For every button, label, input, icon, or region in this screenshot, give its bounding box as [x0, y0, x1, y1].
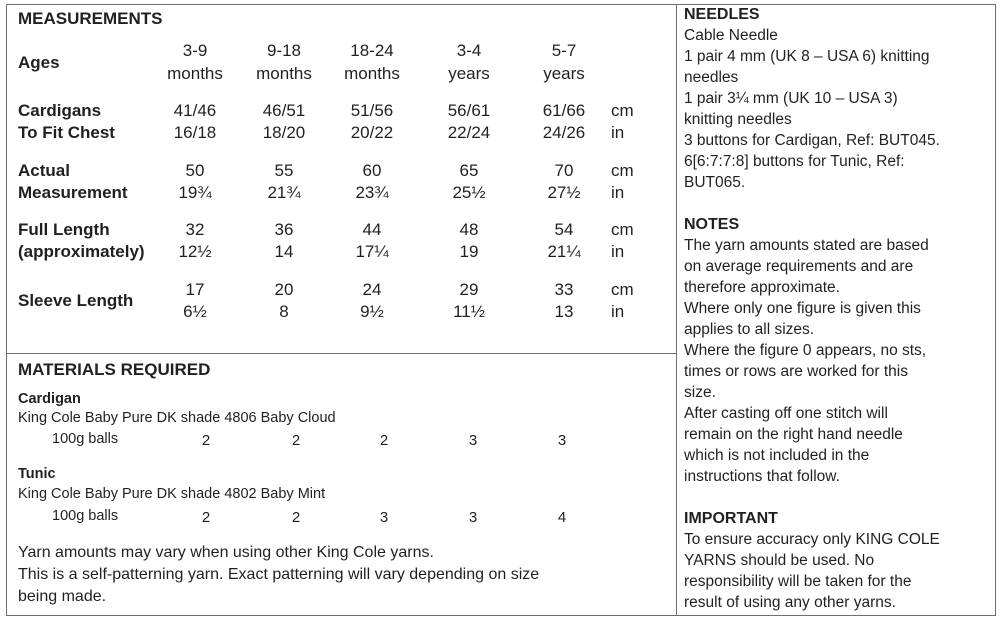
materials-title: MATERIALS REQUIRED [18, 360, 211, 379]
unit-in: in [611, 123, 625, 142]
value-in: 20/22 [350, 123, 394, 142]
needles-title: NEEDLES [684, 6, 760, 23]
value-cm: 36 [274, 220, 294, 239]
quantity-label: 100g balls [52, 508, 119, 524]
size-bottom: months [256, 64, 312, 83]
notes-line: After casting off one stitch will [684, 405, 888, 422]
value-cm: 33 [554, 280, 574, 299]
value-cm: 50 [185, 161, 205, 180]
needles-line: 6[6:7:7:8] buttons for Tunic, Ref: [684, 153, 905, 170]
row-label: Cardigans [18, 101, 102, 120]
material-name: Tunic [18, 466, 56, 482]
value-in: 22/24 [447, 123, 491, 142]
notes-title: NOTES [684, 216, 740, 233]
value-cm: 20 [274, 280, 294, 299]
quantity-value: 2 [291, 432, 301, 449]
row-label: (approximately) [18, 242, 145, 261]
value-cm: 61/66 [542, 101, 586, 120]
value-cm: 17 [185, 280, 205, 299]
yarn-note: being made. [18, 588, 107, 605]
size-bottom: years [448, 64, 490, 83]
important-line: To ensure accuracy only KING COLE [684, 531, 940, 548]
needles-line: 1 pair 3¼ mm (UK 10 – USA 3) [684, 90, 898, 107]
value-in: 17¼ [355, 242, 389, 261]
value-in: 21¼ [547, 242, 581, 261]
quantity-label: 100g balls [52, 431, 119, 447]
quantity-value: 2 [201, 432, 211, 449]
quantity-value: 3 [468, 509, 478, 526]
quantity-value: 3 [379, 509, 389, 526]
row-label: Full Length [18, 220, 110, 239]
material-yarn: King Cole Baby Pure DK shade 4802 Baby Mint [18, 486, 326, 502]
unit-in: in [611, 302, 625, 321]
value-in: 8 [279, 302, 289, 321]
notes-line: on average requirements and are [684, 258, 914, 275]
value-in: 23¾ [355, 183, 389, 202]
needles-line: Cable Needle [684, 27, 778, 44]
size-bottom: months [167, 64, 223, 83]
value-in: 16/18 [173, 123, 217, 142]
value-cm: 60 [362, 161, 382, 180]
size-bottom: years [543, 64, 585, 83]
value-in: 19¾ [178, 183, 212, 202]
size-top: 3-4 [456, 41, 482, 60]
size-bottom: months [344, 64, 400, 83]
needles-line: 1 pair 4 mm (UK 8 – USA 6) knitting [684, 48, 930, 65]
row-label: To Fit Chest [18, 123, 115, 142]
value-cm: 29 [459, 280, 479, 299]
unit-cm: cm [611, 101, 634, 120]
yarn-note: This is a self-patterning yarn. Exact patterning will vary depending on size [18, 566, 540, 583]
measurements-title: MEASUREMENTS [18, 9, 163, 28]
value-cm: 54 [554, 220, 574, 239]
unit-cm: cm [611, 280, 634, 299]
value-in: 11½ [453, 302, 485, 321]
section-divider [6, 353, 677, 354]
row-label: Sleeve Length [18, 291, 134, 310]
unit-in: in [611, 183, 625, 202]
notes-line: which is not included in the [684, 447, 870, 464]
value-cm: 70 [554, 161, 574, 180]
quantity-value: 2 [379, 432, 389, 449]
value-in: 12½ [178, 242, 212, 261]
notes-line: times or rows are worked for this [684, 363, 908, 380]
unit-cm: cm [611, 220, 634, 239]
value-cm: 48 [459, 220, 479, 239]
value-in: 9½ [360, 302, 384, 321]
notes-line: remain on the right hand needle [684, 426, 903, 443]
value-in: 19 [459, 242, 479, 261]
yarn-note: Yarn amounts may vary when using other King Cole yarns. [18, 544, 434, 561]
important-list [684, 529, 989, 613]
value-cm: 41/46 [173, 101, 217, 120]
value-in: 25½ [452, 183, 486, 202]
unit-in: in [611, 242, 625, 261]
needles-line: BUT065. [684, 174, 746, 191]
size-top: 5-7 [551, 41, 577, 60]
quantity-value: 2 [201, 509, 211, 526]
important-title: IMPORTANT [684, 510, 778, 527]
value-cm: 46/51 [262, 101, 306, 120]
value-cm: 65 [459, 161, 479, 180]
value-cm: 56/61 [447, 101, 491, 120]
value-cm: 24 [362, 280, 382, 299]
quantity-value: 2 [291, 509, 301, 526]
quantity-value: 4 [557, 509, 567, 526]
needles-line: knitting needles [684, 111, 792, 128]
ages-label: Ages [18, 53, 60, 72]
row-label: Measurement [18, 183, 128, 202]
notes-line: instructions that follow. [684, 468, 840, 485]
notes-line: Where only one figure is given this [684, 300, 921, 317]
size-top: 18-24 [350, 41, 394, 60]
notes-line: The yarn amounts stated are based [684, 237, 929, 254]
needles-line: 3 buttons for Cardigan, Ref: BUT045. [684, 132, 940, 149]
needles-list [684, 25, 989, 193]
material-yarn: King Cole Baby Pure DK shade 4806 Baby Cloud [18, 410, 336, 426]
size-top: 9-18 [266, 41, 302, 60]
row-label: Actual [18, 161, 70, 180]
value-in: 27½ [547, 183, 581, 202]
value-cm: 44 [362, 220, 382, 239]
notes-line: size. [684, 384, 716, 401]
notes-line: therefore approximate. [684, 279, 840, 296]
notes-list [684, 235, 989, 487]
size-top: 3-9 [182, 41, 208, 60]
important-line: responsibility will be taken for the [684, 573, 912, 590]
notes-line: Where the figure 0 appears, no sts, [684, 342, 927, 359]
important-line: result of using any other yarns. [684, 594, 896, 611]
important-line: YARNS should be used. No [684, 552, 875, 569]
quantity-value: 3 [468, 432, 478, 449]
value-in: 14 [274, 242, 294, 261]
material-name: Cardigan [18, 391, 81, 407]
unit-cm: cm [611, 161, 634, 180]
value-in: 21¾ [267, 183, 301, 202]
column-divider [676, 4, 677, 616]
value-cm: 55 [274, 161, 294, 180]
value-in: 24/26 [542, 123, 586, 142]
notes-line: applies to all sizes. [684, 321, 815, 338]
value-in: 13 [554, 302, 574, 321]
quantity-value: 3 [557, 432, 567, 449]
value-cm: 51/56 [350, 101, 394, 120]
value-cm: 32 [185, 220, 205, 239]
value-in: 6½ [183, 302, 207, 321]
needles-line: needles [684, 69, 739, 86]
value-in: 18/20 [262, 123, 306, 142]
